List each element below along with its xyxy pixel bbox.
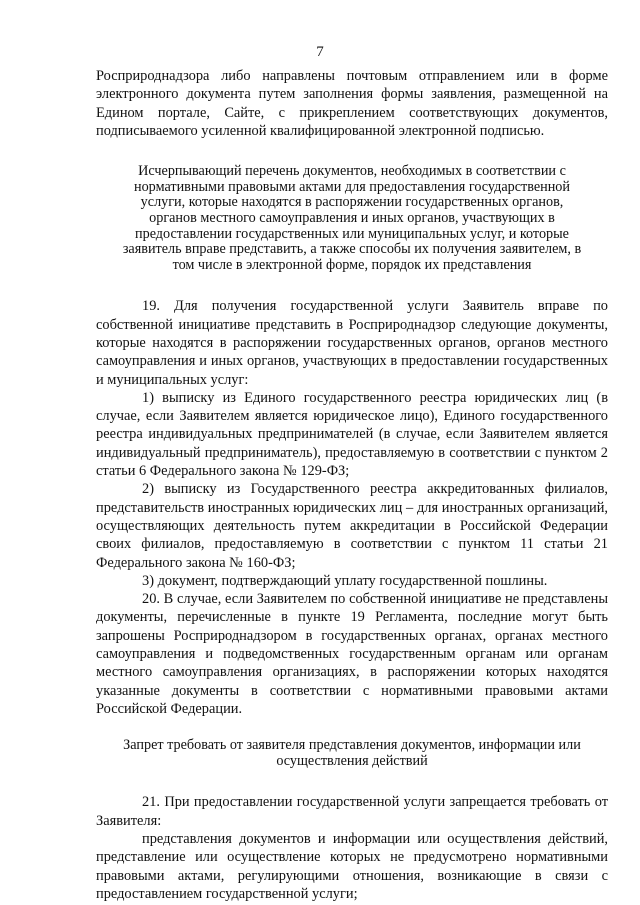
paragraph-20: 20. В случае, если Заявителем по собственной инициативе не представлены документы, перечисленные в пункте 19 Регламента, последние могут быть запрошены Росприроднадзором в государственных органах, органах местного самоуправления и подведомственных государственным органам или органам местного самоуправления организациях, в распоряжении которых находятся указанные документы в соответствии с нормативными правовыми актами Российской Федерации. [96,591,608,717]
paragraph-continuation: Росприроднадзора либо направлены почтовым отправлением или в форме электронного документа путем заполнения формы заявления, размещенной на Едином портале, Сайте, с прикреплением соответствующих документов, подписываемого усиленной квалифицированной электронной подписью. [96,68,608,139]
list-item-19-1: 1) выписку из Единого государственного реестра юридических лиц (в случае, если Заявителем является юридическое лицо), Единого государственного реестра индивидуальных предпринимателей (в случае, если Заявителем является индивидуальный предприниматель), предоставляемую в соответствии с пунктом 2 статьи 6 Федерального закона № 129-ФЗ; [96,389,608,480]
paragraph-19: 19. Для получения государственной услуги Заявитель вправе по собственной инициативе представить в Росприроднадзор следующие документы, которые находятся в распоряжении государственных органов, органов местного самоуправления и иных органов, участвующих в предоставлении государственных и муниципальных услуг: [96,298,608,388]
page-number: 7 [316,44,324,60]
list-item-21: представления документов и информации или осуществления действий, представление или осуществление которых не предусмотрено нормативными правовыми актами, регулирующими отношения, возникающие в связи с предоставлением государственной услуги; [96,830,608,902]
document-body [96,67,608,903]
list-item-19-2: 2) выписку из Государственного реестра аккредитованных филиалов, представительств иностранных юридических лиц – для иностранных организаций, осуществляющих деятельность путем аккредитации в Российской Федерации своих филиалов, предоставляемую в соответствии с пунктом 11 статьи 21 Федерального закона № 160-ФЗ; [96,481,608,571]
section-heading-prohibition: Запрет требовать от заявителя представления документов, информации или осуществления действий [123,737,581,769]
list-item-19-3: 3) документ, подтверждающий уплату государственной пошлины. [142,572,548,589]
section-heading-documents-list: Исчерпывающий перечень документов, необходимых в соответствии с нормативными правовыми актами для предоставления государственной услуги, которые находятся в распоряжении государственных органов, органов местного самоуправления и иных органов, участвующих в предоставлении государственных или муниципальных услуг, и которые заявитель вправе представить, а также способы их получения заявителем, в том числе в электронной форме, порядок их представления [122,163,582,273]
paragraph-21: 21. При предоставлении государственной услуги запрещается требовать от Заявителя: [96,794,608,829]
